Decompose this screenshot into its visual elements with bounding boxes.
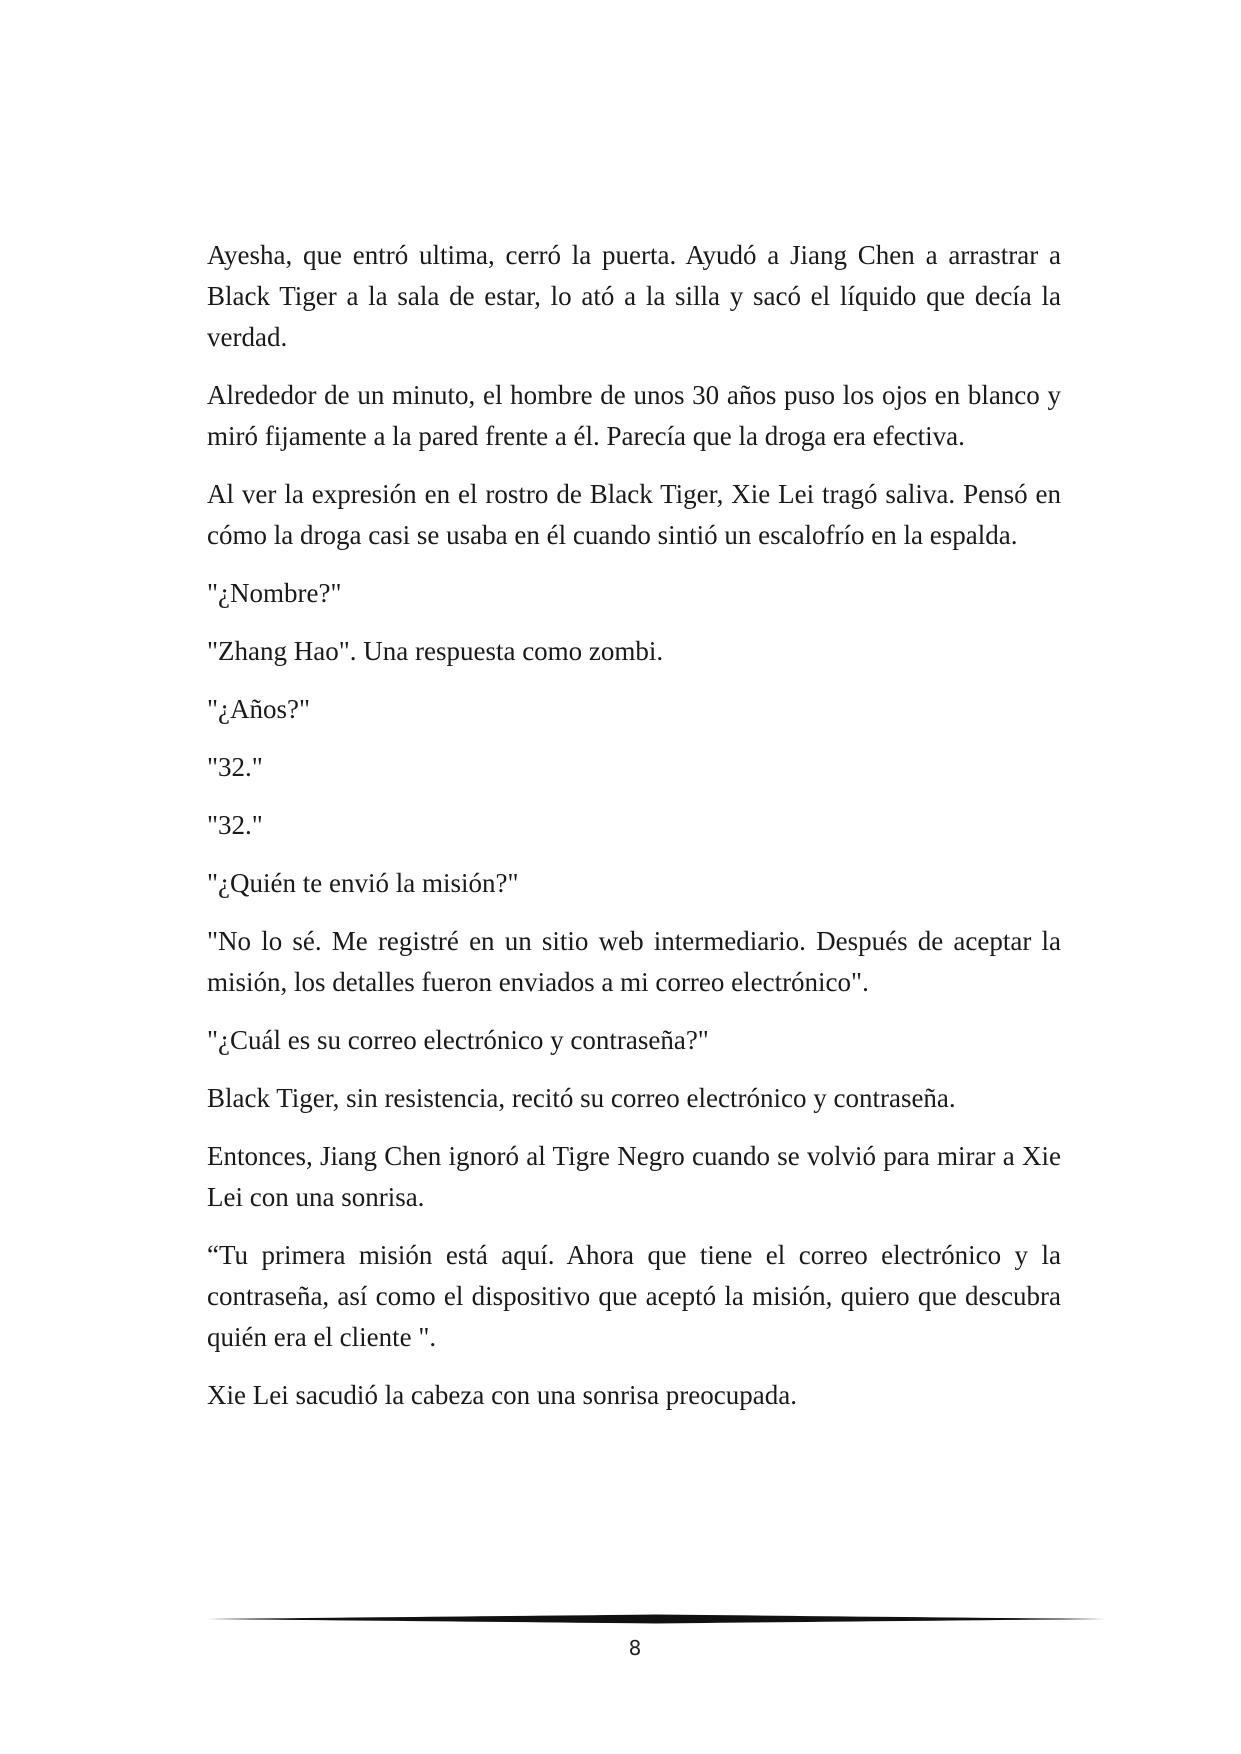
page-number: 8 [628, 1636, 642, 1660]
paragraph: Al ver la expresión en el rostro de Black Tiger, Xie Lei tragó saliva. Pensó en cómo la droga casi se usaba en él cuando sintió un escalofrío en la espalda. [207, 479, 1061, 550]
paragraph: Alrededor de un minuto, el hombre de unos 30 años puso los ojos en blanco y miró fijamente a la pared frente a él. Parecía que la droga era efectiva. [207, 380, 1061, 451]
paragraph: Entonces, Jiang Chen ignoró al Tigre Negro cuando se volvió para mirar a Xie Lei con una sonrisa. [207, 1141, 1061, 1212]
dialogue-line: "32." [207, 810, 263, 840]
dialogue-line: “Tu primera misión está aquí. Ahora que tiene el correo electrónico y la contraseña, así como el dispositivo que aceptó la misión, quiero que descubra quién era el cliente ". [207, 1240, 1061, 1352]
footer-divider [207, 1614, 1105, 1624]
paragraph: Xie Lei sacudió la cabeza con una sonrisa preocupada. [207, 1380, 797, 1410]
dialogue-line: "¿Nombre?" [207, 578, 342, 608]
paragraph: Black Tiger, sin resistencia, recitó su correo electrónico y contraseña. [207, 1083, 956, 1113]
dialogue-line: "¿Quién te envió la misión?" [207, 868, 519, 898]
dialogue-line: "No lo sé. Me registré en un sitio web intermediario. Después de aceptar la misión, los detalles fueron enviados a mi correo electrónico". [207, 926, 1061, 997]
dialogue-line: "¿Años?" [207, 694, 311, 724]
paragraph: Ayesha, que entró ultima, cerró la puerta. Ayudó a Jiang Chen a arrastrar a Black Tiger a la sala de estar, lo ató a la silla y sacó el líquido que decía la verdad. [207, 240, 1061, 352]
dialogue-line: "Zhang Hao". Una respuesta como zombi. [207, 636, 664, 666]
dialogue-line: "¿Cuál es su correo electrónico y contraseña?" [207, 1025, 709, 1055]
dialogue-line: "32." [207, 752, 263, 782]
body-text [207, 235, 1061, 1433]
